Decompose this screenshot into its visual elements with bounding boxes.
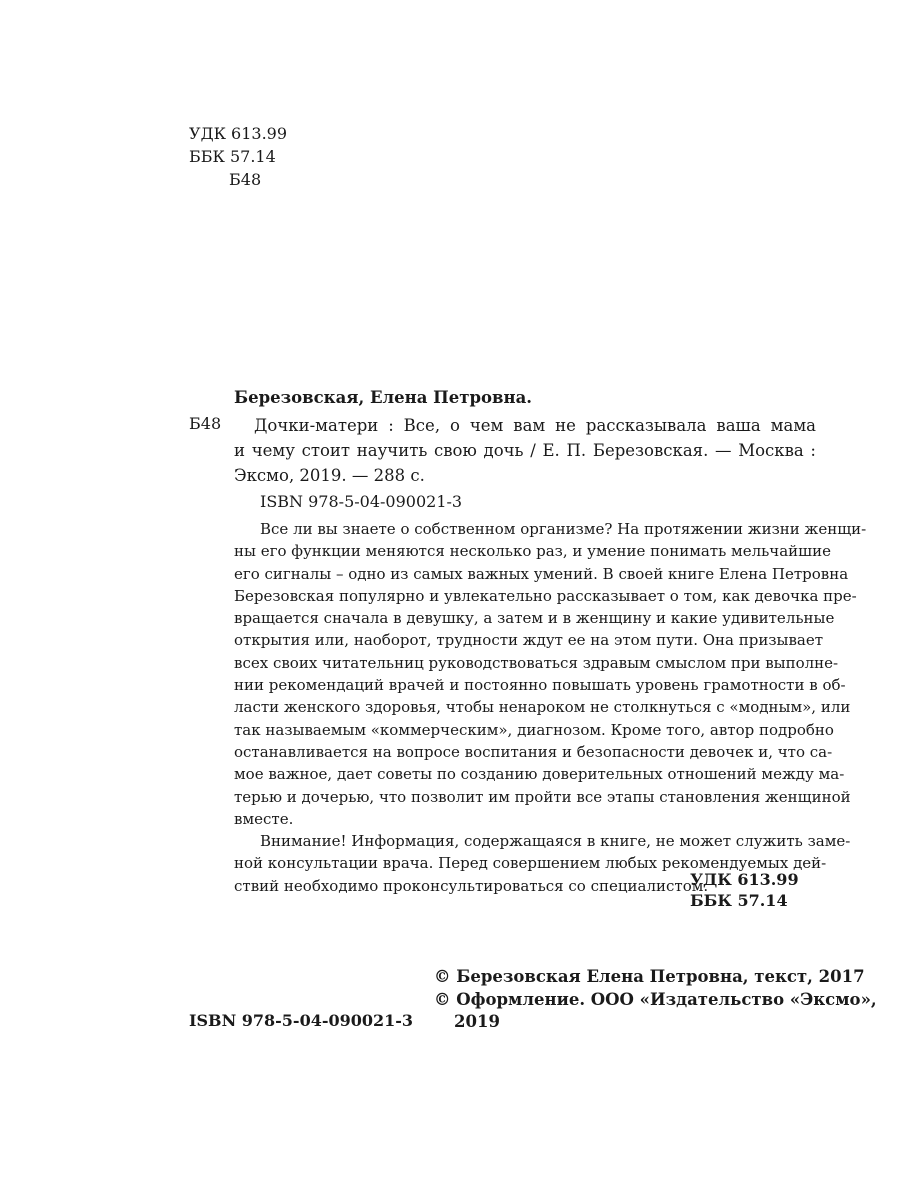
annotation-line: вместе. bbox=[234, 809, 294, 828]
entry-line: Дочки-матери : Все, о чем вам не рассказывала ваша мама bbox=[254, 416, 816, 435]
entry-line: Эксмо, 2019. — 288 с. bbox=[234, 466, 425, 485]
annotation-line: мое важное, дает советы по созданию доверительных отношений между ма- bbox=[234, 765, 845, 784]
author-heading: Березовская, Елена Петровна. bbox=[234, 388, 533, 407]
annotation-line: ласти женского здоровья, чтобы ненароком не столкнуться с «модным», или bbox=[234, 698, 851, 717]
author-sign-left: Б48 bbox=[189, 414, 222, 433]
annotation-line: всех своих читательниц руководствоваться здравым смыслом при выполне- bbox=[234, 653, 839, 672]
copyright-design-line: © Оформление. ООО «Издательство «Эксмо», bbox=[434, 989, 877, 1009]
udk-code: УДК 613.99 bbox=[189, 124, 288, 143]
annotation-line: Внимание! Информация, содержащаяся в книге, не может служить заме- bbox=[260, 832, 851, 851]
bbk-code: ББК 57.14 bbox=[189, 147, 276, 166]
entry-line: и чему стоит научить свою дочь / Е. П. Березовская. — Москва : bbox=[234, 441, 816, 460]
annotation-line: Березовская популярно и увлекательно рассказывает о том, как девочка пре- bbox=[234, 586, 857, 605]
annotation-line: вращается сначала в девушку, а затем и в женщину и какие удивительные bbox=[234, 609, 835, 628]
annotation-line: ствий необходимо проконсультироваться со специалистом. bbox=[234, 876, 709, 895]
isbn-bottom: ISBN 978-5-04-090021-3 bbox=[189, 1011, 414, 1030]
bbk-code: ББК 57.14 bbox=[690, 891, 788, 910]
annotation-line: ны его функции меняются несколько раз, и умение понимать мельчайшие bbox=[234, 542, 831, 561]
annotation-line: Все ли вы знаете о собственном организме? На протяжении жизни женщи- bbox=[260, 520, 867, 538]
annotation-line: останавливается на вопросе воспитания и безопасности девочек и, что са- bbox=[234, 742, 833, 761]
author-sign: Б48 bbox=[229, 170, 262, 189]
annotation-line: ной консультации врача. Перед совершением любых рекомендуемых дей- bbox=[234, 854, 827, 873]
classification-codes-bottom bbox=[690, 869, 816, 911]
copyright-text-line: © Березовская Елена Петровна, текст, 2017 bbox=[434, 967, 865, 986]
udk-code: УДК 613.99 bbox=[690, 870, 799, 889]
classification-codes-top bbox=[189, 122, 287, 191]
annotation-line: терью и дочерью, что позволит им пройти все этапы становления женщиной bbox=[234, 787, 851, 806]
isbn-entry: ISBN 978-5-04-090021-3 bbox=[260, 492, 463, 511]
annotation bbox=[234, 518, 867, 897]
copyright-design-year: 2019 bbox=[454, 1012, 500, 1031]
annotation-line: открытия или, наоборот, трудности ждут ее на этом пути. Она призывает bbox=[234, 631, 824, 650]
annotation-line: его сигналы – одно из самых важных умений. В своей книге Елена Петровна bbox=[234, 564, 849, 583]
annotation-line: так называемым «коммерческим», диагнозом. Кроме того, автор подробно bbox=[234, 720, 834, 739]
bibliographic-entry bbox=[234, 413, 816, 488]
copyright-notice bbox=[434, 966, 877, 1034]
annotation-line: нии рекомендаций врачей и постоянно повышать уровень грамотности в об- bbox=[234, 676, 846, 695]
